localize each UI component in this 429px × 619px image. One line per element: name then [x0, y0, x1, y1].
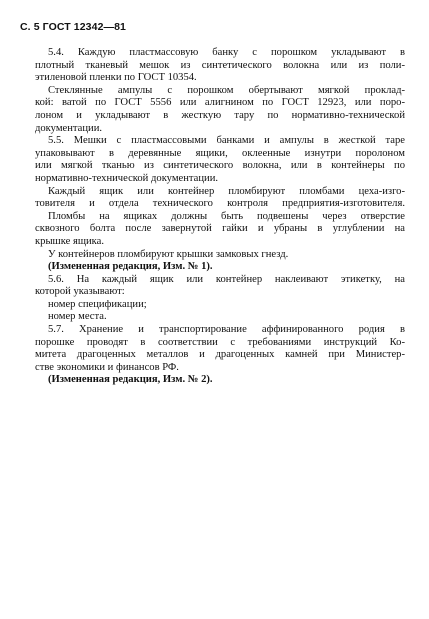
text-line: 5.6. На каждый ящик или контейнер наклеивают этикетку, на: [48, 273, 405, 285]
text-line: лоном и укладывают в жесткую тару по нормативно-технической: [35, 109, 405, 121]
text-line: Пломбы на ящиках должны быть подвешены через отверстие: [48, 210, 405, 222]
text-line: или мягкой тканью из синтетического волокна, или в контейнеры по: [35, 160, 405, 172]
text-line: Стеклянные ампулы с порошком обертывают мягкой проклад-: [48, 84, 405, 96]
text-line: упаковывают в деревянные ящики, оклеенные изнутри поролоном: [35, 147, 405, 159]
text-line: кой: ватой по ГОСТ 5556 или алигнином по ГОСТ 12923, или поро-: [35, 97, 405, 109]
amendment-note: (Измененная редакция, Изм. № 1).: [48, 261, 213, 273]
text-line: документации.: [35, 122, 103, 134]
text-line: плотный тканевый мешок из синтетического волокна или из поли-: [35, 59, 405, 71]
text-line: крышке ящика.: [35, 235, 104, 247]
text-line: товителя и отдела технического контроля предприятия-изготовителя.: [35, 198, 405, 210]
text-line: 5.7. Хранение и транспортирование аффинированного родия в: [48, 324, 405, 336]
text-line: 5.4. Каждую пластмассовую банку с порошком укладывают в: [48, 47, 405, 58]
text-line: 5.5. Мешки с пластмассовыми банками и ампулы в жесткой таре: [48, 135, 405, 147]
text-line: У контейнеров пломбируют крышки замковых гнезд.: [48, 248, 289, 260]
text-line: номер места.: [48, 311, 107, 323]
text-line: порошке проводят в соответствии с требованиями инструкций Ко-: [35, 336, 405, 348]
text-line: номер спецификации;: [48, 298, 147, 310]
text-line: этиленовой пленки по ГОСТ 10354.: [35, 72, 197, 84]
text-line: митета драгоценных металлов и драгоценных камней при Министер-: [35, 349, 405, 361]
page-header: С. 5 ГОСТ 12342—81: [20, 21, 126, 33]
amendment-note: (Измененная редакция, Изм. № 2).: [48, 374, 213, 386]
text-line: нормативно-технической документации.: [35, 172, 219, 184]
text-line: стве экономики и финансов РФ.: [35, 361, 179, 373]
text-line: Каждый ящик или контейнер пломбируют пломбами цеха-изго-: [48, 185, 405, 197]
text-line: которой указывают:: [35, 286, 125, 298]
text-line: сквозного болта после завернутой гайки и убраны в углублении на: [35, 223, 405, 235]
document-body: [35, 47, 405, 387]
